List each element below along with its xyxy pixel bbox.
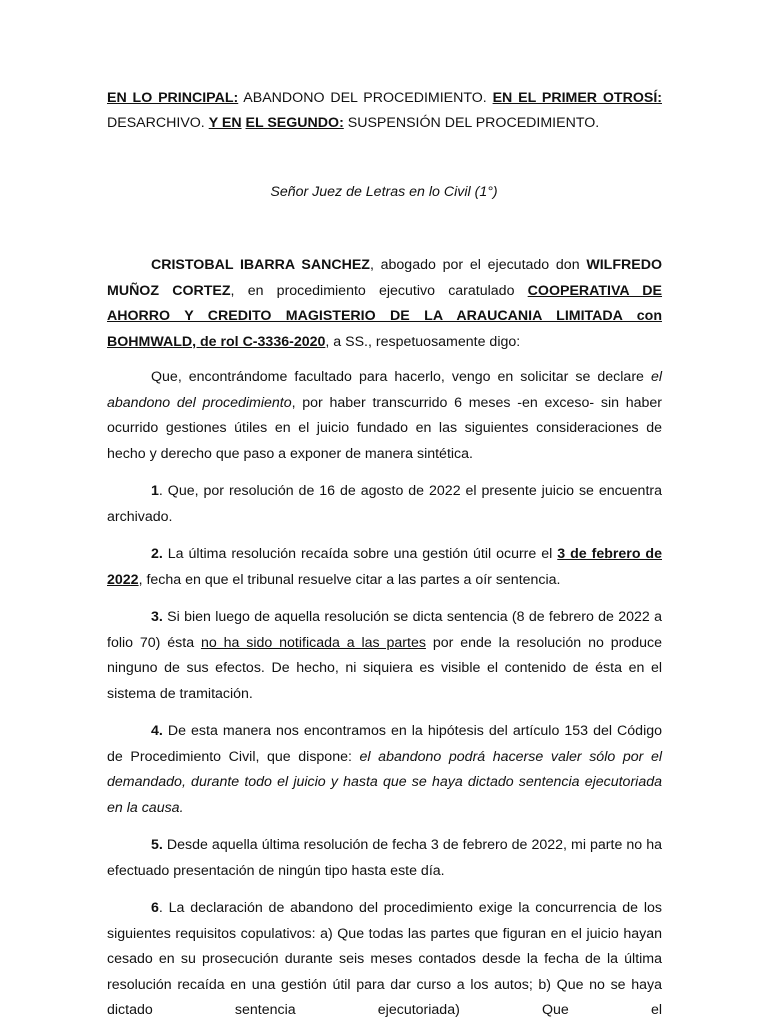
document-sumilla [107,86,662,136]
point-3-number: 3. [151,609,163,625]
point-5-text: Desde aquella última resolución de fecha 3 de febrero de 2022, mi parte no ha efectuado presentación de ningún tipo hasta este día. [107,837,662,879]
point-1-number: 1 [151,483,159,499]
point-4-quote: el abandono podrá hacerse valer sólo por el demandado, durante todo el juicio y hasta que se haya dictado sentencia ejecutoriada en la causa. [107,748,662,816]
point-2-text-2: , fecha en que el tribunal resuelve citar a las partes a oír sentencia. [138,571,561,588]
point-2-paragraph [107,542,662,593]
request-paragraph [107,365,662,467]
intro-text-1: , abogado por el ejecutado don [369,257,587,273]
sumilla-line-2 [107,111,662,136]
abandono-text: ABANDONO DEL PROCEDIMIENTO. [238,90,493,106]
point-2-date: 3 de febrero de 2022 [107,546,662,588]
point-4-text-1: De esta manera nos encontramos en la hipótesis del artículo 153 del Código de Procedimiento Civil, que dispone: [107,723,662,765]
request-text-1: Que, encontrándome facultado para hacerlo, vengo en solicitar se declare [151,369,651,385]
suspension-text: SUSPENSIÓN DEL PROCEDIMIENTO. [343,115,600,131]
point-3-underlined: no ha sido notificada a las partes [200,634,426,651]
client-name: WILFREDO MUÑOZ CORTEZ [107,257,662,299]
point-6-number: 6 [151,900,159,916]
point-2-number: 2. [151,546,163,562]
point-5-number: 5. [151,837,163,853]
point-2-text-1: La última resolución recaída sobre una gestión útil ocurre el [162,546,558,562]
en-lo-principal-label: EN LO PRINCIPAL: [107,90,239,106]
point-1-text: . Que, por resolución de 16 de agosto de 2022 el presente juicio se encuentra archivado. [107,483,662,525]
point-6-text: . La declaración de abandono del procedimiento exige la concurrencia de los siguientes requisitos copulativos: a) Que todas las partes que figuran en el juicio hayan cesado en su prosecución durante seis meses contados desde la fecha de la última resolución recaída en una gestión útil para dar curso a los autos; b) Que no se haya dictado sentencia ejecutoriada) Que el [107,900,662,1018]
intro-paragraph [107,253,662,355]
point-3-paragraph [107,605,662,707]
intro-text-3: , a SS., respetuosamente digo: [325,333,521,350]
point-5-paragraph [107,833,662,884]
case-title: COOPERATIVA DE AHORRO Y CREDITO MAGISTERIO DE LA ARAUCANIA LIMITADA con BOHMWALD, de rol C-3336-2020 [107,282,663,350]
point-3-text-2: por ende la resolución no produce ninguno de sus efectos. De hecho, ni siquiera es visible el contenido de ésta en el sistema de tramitación. [107,634,662,702]
sumilla-line-1 [107,86,662,111]
point-4-paragraph [107,719,662,821]
point-4-number: 4. [151,723,163,739]
intro-text-2: , en procedimiento ejecutivo caratulado [230,282,528,299]
request-emphasis: el abandono del procedimiento [107,369,662,411]
point-6-paragraph [107,896,662,1024]
y-en-label: Y EN [208,115,242,131]
primer-otrosi-label: EN EL PRIMER OTROSÍ: [492,90,662,106]
lawyer-name: CRISTOBAL IBARRA SANCHEZ [151,257,370,273]
point-3-text-1: Si bien luego de aquella resolución se dicta sentencia (8 de febrero de 2022 a folio 70) ésta [107,609,662,651]
point-1-paragraph [107,479,662,530]
request-text-2: , por haber transcurrido 6 meses -en exceso- sin haber ocurrido gestiones útiles en el juicio fundado en las siguientes consideraciones de hecho y derecho que paso a exponer de manera sintética. [107,394,662,462]
document-body [107,253,662,1036]
court-addressee: Señor Juez de Letras en lo Civil (1°) [270,184,498,200]
desarchivo-text: DESARCHIVO. [107,115,209,131]
segundo-label: EL SEGUNDO: [245,115,344,131]
